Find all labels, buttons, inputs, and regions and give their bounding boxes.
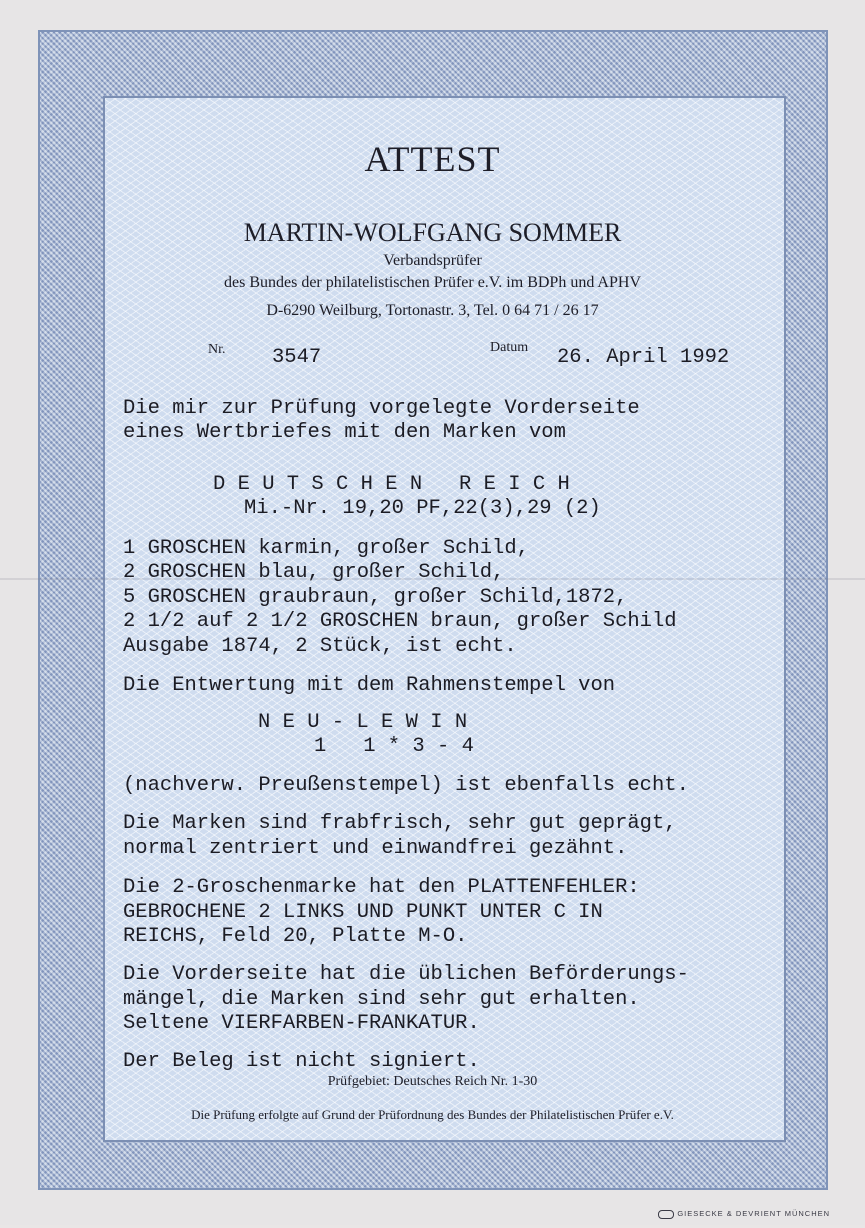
cancel-date: 1 1 * 3 - 4 <box>314 735 474 758</box>
certificate-number: 3547 <box>272 346 322 369</box>
association-line: des Bundes der philatelistischen Prüfer e.V. im BDPh und APHV <box>223 274 641 291</box>
date-label: Datum <box>490 340 529 355</box>
cancel-place: N E U - L E W I N <box>258 711 468 734</box>
certificate-title: ATTEST <box>364 139 501 179</box>
stamp-line: 2 GROSCHEN blau, großer Schild, <box>123 561 505 584</box>
printer-name: GIESECKE & DEVRIENT MÜNCHEN <box>677 1209 831 1218</box>
country-line: D E U T S C H E N R E I C H <box>213 473 570 496</box>
cancel-note: (nachverw. Preußenstempel) ist ebenfalls echt. <box>123 774 689 797</box>
examiner-role: Verbandsprüfer <box>383 252 482 269</box>
nr-label: Nr. <box>208 342 226 357</box>
front-line: Seltene VIERFARBEN-FRANKATUR. <box>123 1012 480 1035</box>
printer-logo-icon <box>658 1210 674 1219</box>
cancel-intro: Die Entwertung mit dem Rahmenstempel von <box>123 674 616 697</box>
plate-error-line: GEBROCHENE 2 LINKS UND PUNKT UNTER C IN <box>123 901 603 924</box>
signed-note: Der Beleg ist nicht signiert. <box>123 1050 480 1073</box>
address-line: D-6290 Weilburg, Tortonastr. 3, Tel. 0 64 71 / 26 17 <box>266 302 599 319</box>
exam-basis: Die Prüfung erfolgte auf Grund der Prüfordnung des Bundes der Philatelistischen Prüfer e.V. <box>191 1107 674 1122</box>
stamp-line: 1 GROSCHEN karmin, großer Schild, <box>123 537 529 560</box>
examiner-name: MARTIN-WOLFGANG SOMMER <box>243 218 622 247</box>
front-line: mängel, die Marken sind sehr gut erhalten. <box>123 988 640 1011</box>
catalog-numbers: Mi.-Nr. 19,20 PF,22(3),29 (2) <box>244 497 601 520</box>
intro-line: Die mir zur Prüfung vorgelegte Vorderseite <box>123 397 640 420</box>
printer-imprint <box>646 1200 830 1228</box>
exam-scope: Prüfgebiet: Deutsches Reich Nr. 1-30 <box>327 1074 538 1089</box>
stamp-line: Ausgabe 1874, 2 Stück, ist echt. <box>123 635 517 658</box>
stamp-line: 5 GROSCHEN graubraun, großer Schild,1872, <box>123 586 628 609</box>
condition-line: Die Marken sind frabfrisch, sehr gut geprägt, <box>123 812 677 835</box>
front-line: Die Vorderseite hat die üblichen Beförderungs- <box>123 963 689 986</box>
plate-error-line: REICHS, Feld 20, Platte M-O. <box>123 925 468 948</box>
intro-line: eines Wertbriefes mit den Marken vom <box>123 421 566 444</box>
plate-error-line: Die 2-Groschenmarke hat den PLATTENFEHLER: <box>123 876 640 899</box>
condition-line: normal zentriert und einwandfrei gezähnt. <box>123 837 628 860</box>
certificate-date: 26. April 1992 <box>557 346 730 369</box>
stamp-line: 2 1/2 auf 2 1/2 GROSCHEN braun, großer Schild <box>123 610 677 633</box>
